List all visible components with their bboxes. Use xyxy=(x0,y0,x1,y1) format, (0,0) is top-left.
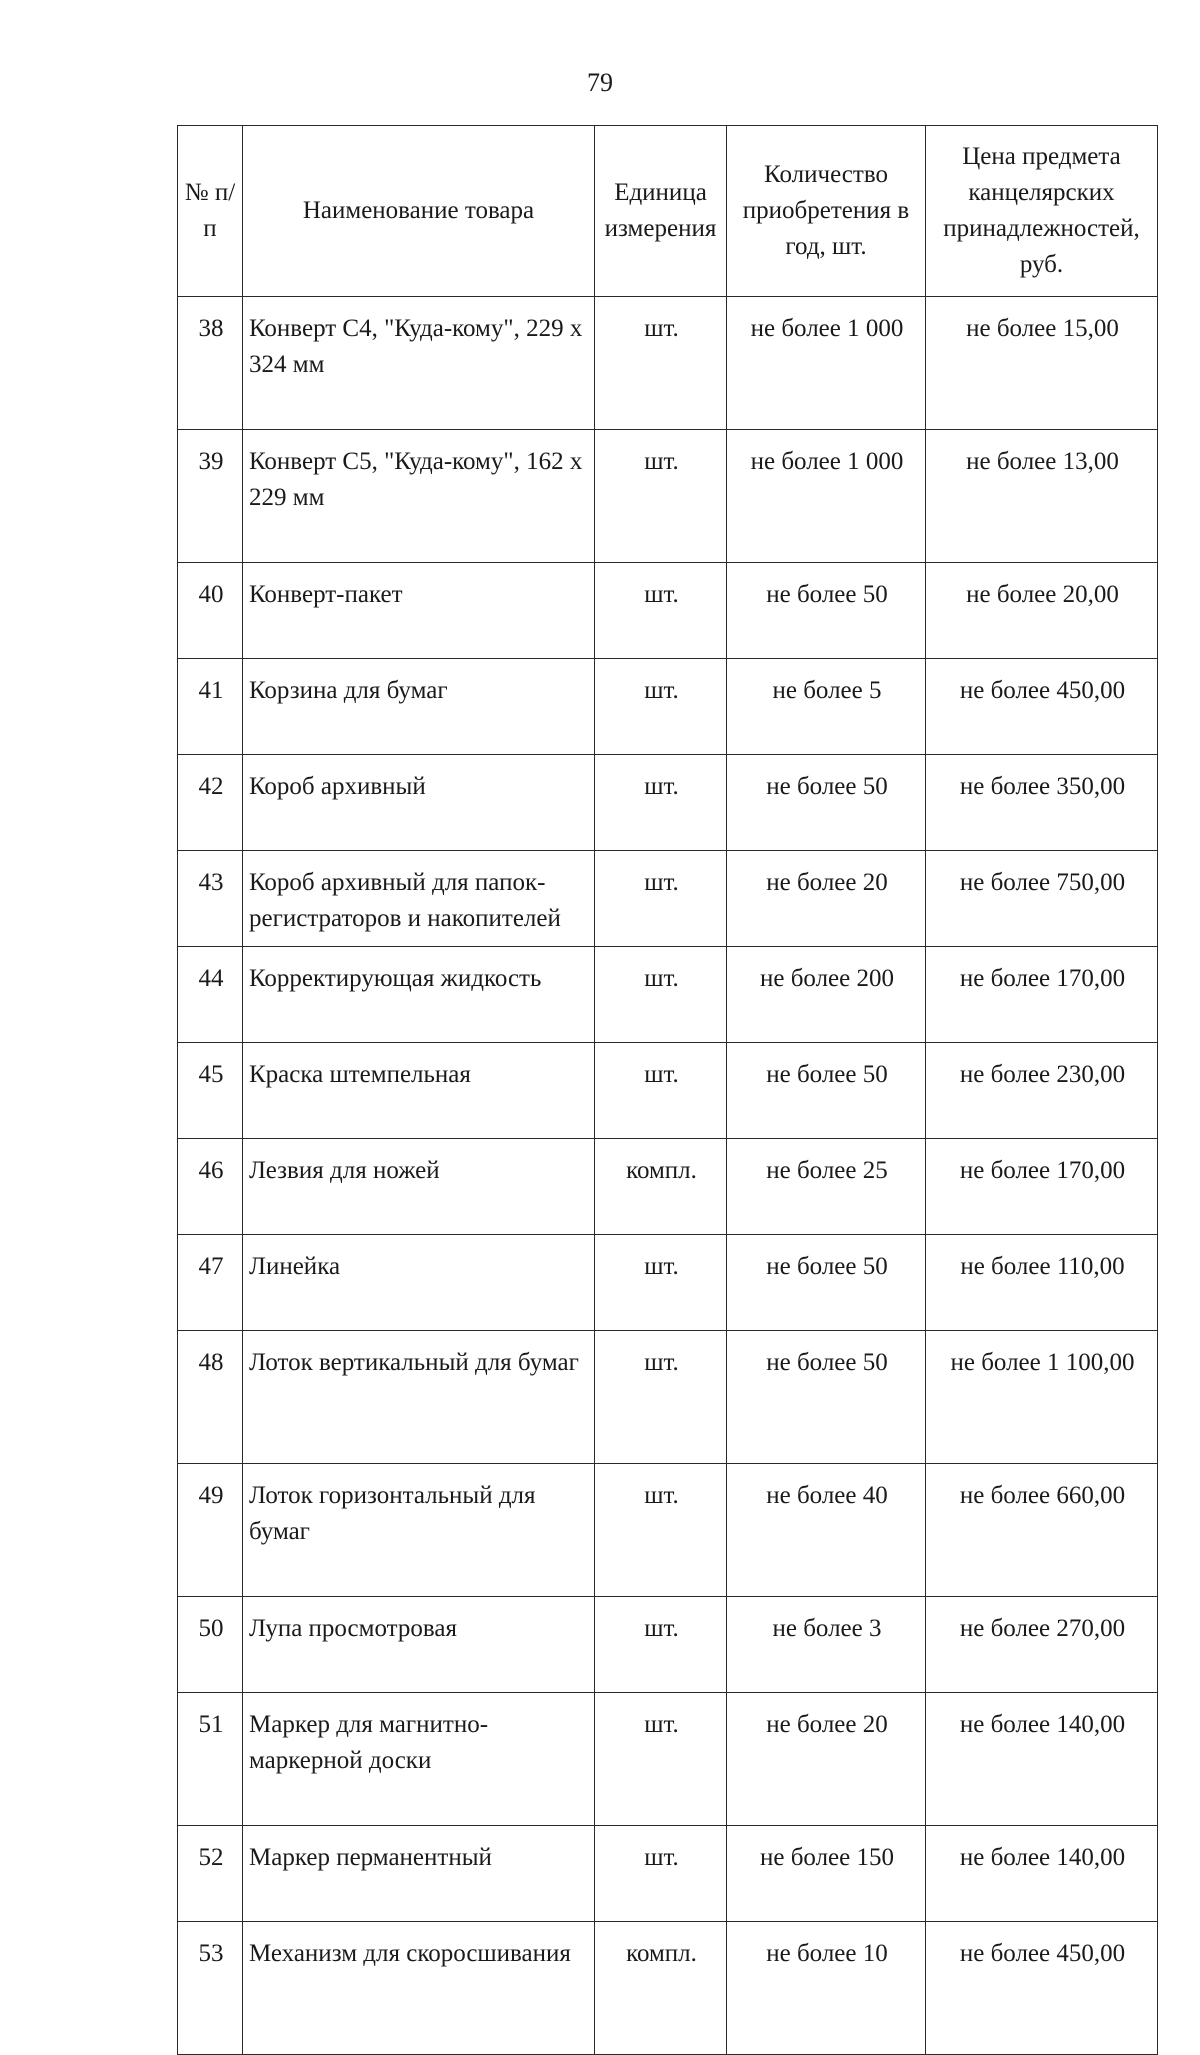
row-num: 43 xyxy=(178,851,243,947)
row-price: не более 110,00 xyxy=(926,1235,1158,1331)
row-qty: не более 50 xyxy=(727,1235,926,1331)
row-price: не более 750,00 xyxy=(926,851,1158,947)
row-price: не более 140,00 xyxy=(926,1826,1158,1922)
row-unit: шт. xyxy=(595,851,727,947)
row-num: 41 xyxy=(178,659,243,755)
table-row xyxy=(178,659,1158,755)
row-qty: не более 25 xyxy=(727,1139,926,1235)
row-unit: шт. xyxy=(595,563,727,659)
row-qty: не более 50 xyxy=(727,1331,926,1464)
row-qty: не более 1 000 xyxy=(727,297,926,430)
row-unit: шт. xyxy=(595,755,727,851)
table-row xyxy=(178,1043,1158,1139)
row-num: 42 xyxy=(178,755,243,851)
table-row xyxy=(178,947,1158,1043)
table-row xyxy=(178,1139,1158,1235)
row-price: не более 140,00 xyxy=(926,1693,1158,1826)
row-num: 53 xyxy=(178,1922,243,2055)
row-price: не более 170,00 xyxy=(926,1139,1158,1235)
row-name: Конверт С4, "Куда-кому", 229 х 324 мм xyxy=(243,297,595,430)
row-name: Маркер для магнитно-маркерной доски xyxy=(243,1693,595,1826)
header-num: № п/п xyxy=(178,126,243,297)
row-num: 45 xyxy=(178,1043,243,1139)
row-name: Конверт С5, "Куда-кому", 162 х 229 мм xyxy=(243,430,595,563)
row-name: Маркер перманентный xyxy=(243,1826,595,1922)
table-row xyxy=(178,563,1158,659)
table-header-row xyxy=(178,126,1158,297)
row-num: 40 xyxy=(178,563,243,659)
row-name: Лоток вертикальный для бумаг xyxy=(243,1331,595,1464)
row-unit: шт. xyxy=(595,1693,727,1826)
row-num: 49 xyxy=(178,1464,243,1597)
header-qty: Количество приобретения в год, шт. xyxy=(727,126,926,297)
row-price: не более 230,00 xyxy=(926,1043,1158,1139)
row-num: 48 xyxy=(178,1331,243,1464)
row-price: не более 15,00 xyxy=(926,297,1158,430)
row-num: 46 xyxy=(178,1139,243,1235)
row-num: 47 xyxy=(178,1235,243,1331)
row-name: Механизм для скоросшивания xyxy=(243,1922,595,2055)
row-price: не более 660,00 xyxy=(926,1464,1158,1597)
table-row xyxy=(178,1922,1158,2055)
row-name: Лезвия для ножей xyxy=(243,1139,595,1235)
row-name: Короб архивный xyxy=(243,755,595,851)
row-qty: не более 20 xyxy=(727,1693,926,1826)
row-qty: не более 50 xyxy=(727,563,926,659)
row-num: 52 xyxy=(178,1826,243,1922)
row-unit: шт. xyxy=(595,1235,727,1331)
row-qty: не более 5 xyxy=(727,659,926,755)
row-qty: не более 50 xyxy=(727,1043,926,1139)
row-price: не более 350,00 xyxy=(926,755,1158,851)
goods-table xyxy=(177,125,1158,2055)
row-unit: шт. xyxy=(595,297,727,430)
row-name: Корректирующая жидкость xyxy=(243,947,595,1043)
table-row xyxy=(178,1597,1158,1693)
header-price: Цена предмета канцелярских принадлежностей, руб. xyxy=(926,126,1158,297)
row-unit: шт. xyxy=(595,947,727,1043)
page-number: 79 xyxy=(587,68,613,97)
row-qty: не более 40 xyxy=(727,1464,926,1597)
row-name: Краска штемпельная xyxy=(243,1043,595,1139)
row-unit: шт. xyxy=(595,430,727,563)
row-name: Лупа просмотровая xyxy=(243,1597,595,1693)
table-row xyxy=(178,430,1158,563)
row-price: не более 170,00 xyxy=(926,947,1158,1043)
row-unit: компл. xyxy=(595,1922,727,2055)
row-qty: не более 1 000 xyxy=(727,430,926,563)
row-qty: не более 20 xyxy=(727,851,926,947)
row-price: не более 450,00 xyxy=(926,659,1158,755)
table-row xyxy=(178,1331,1158,1464)
row-price: не более 1 100,00 xyxy=(926,1331,1158,1464)
row-unit: шт. xyxy=(595,1043,727,1139)
table-row xyxy=(178,755,1158,851)
row-unit: шт. xyxy=(595,1331,727,1464)
header-name: Наименование товара xyxy=(243,126,595,297)
header-unit: Единица измерения xyxy=(595,126,727,297)
row-price: не более 13,00 xyxy=(926,430,1158,563)
row-qty: не более 10 xyxy=(727,1922,926,2055)
row-qty: не более 150 xyxy=(727,1826,926,1922)
row-unit: шт. xyxy=(595,1464,727,1597)
row-name: Короб архивный для папок-регистраторов и накопителей xyxy=(243,851,595,947)
row-unit: компл. xyxy=(595,1139,727,1235)
row-price: не более 270,00 xyxy=(926,1597,1158,1693)
row-num: 39 xyxy=(178,430,243,563)
row-price: не более 20,00 xyxy=(926,563,1158,659)
table-row xyxy=(178,1693,1158,1826)
row-num: 38 xyxy=(178,297,243,430)
row-name: Линейка xyxy=(243,1235,595,1331)
row-price: не более 450,00 xyxy=(926,1922,1158,2055)
row-name: Конверт-пакет xyxy=(243,563,595,659)
row-unit: шт. xyxy=(595,1826,727,1922)
row-qty: не более 200 xyxy=(727,947,926,1043)
row-num: 44 xyxy=(178,947,243,1043)
table-row xyxy=(178,1464,1158,1597)
table-row xyxy=(178,1235,1158,1331)
row-unit: шт. xyxy=(595,1597,727,1693)
row-unit: шт. xyxy=(595,659,727,755)
table-row xyxy=(178,851,1158,947)
table-row xyxy=(178,297,1158,430)
row-qty: не более 3 xyxy=(727,1597,926,1693)
row-num: 51 xyxy=(178,1693,243,1826)
row-num: 50 xyxy=(178,1597,243,1693)
row-qty: не более 50 xyxy=(727,755,926,851)
row-name: Лоток горизонтальный для бумаг xyxy=(243,1464,595,1597)
table-row xyxy=(178,1826,1158,1922)
row-name: Корзина для бумаг xyxy=(243,659,595,755)
